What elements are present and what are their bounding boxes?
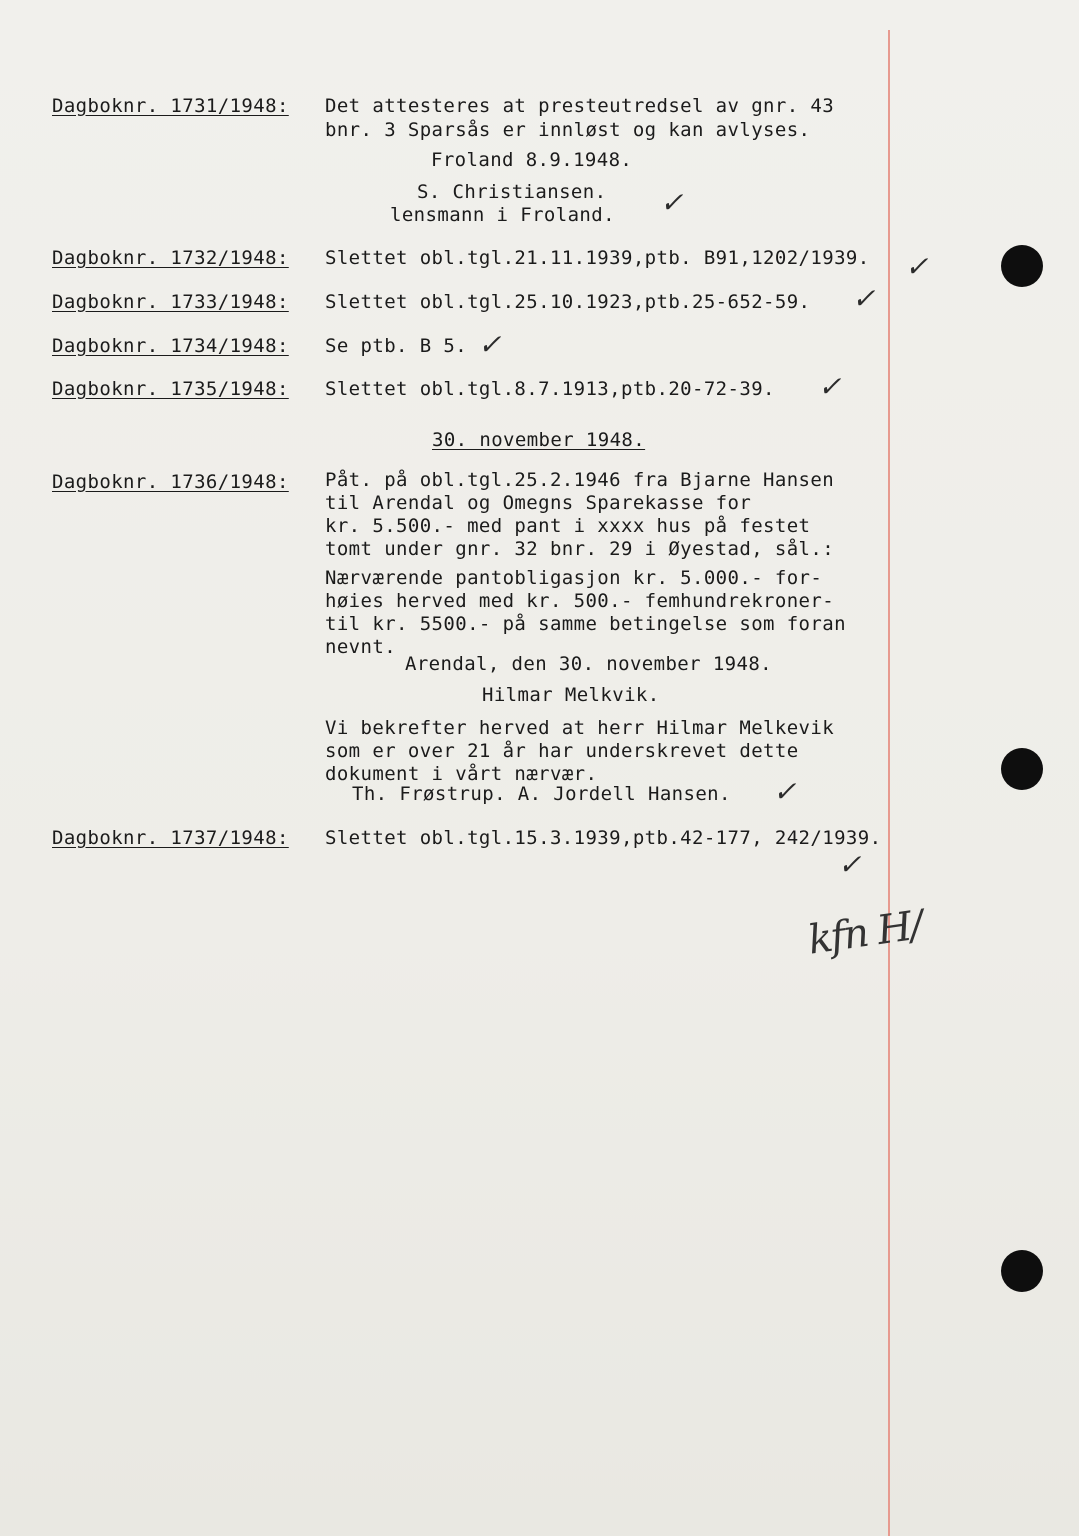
entry-line: Slettet obl.tgl.21.11.1939,ptb. B91,1202/1939. xyxy=(325,247,870,269)
entry-label: Dagboknr. 1734/1948: xyxy=(52,335,289,357)
check-mark: ✓ xyxy=(905,250,929,283)
froland-place-date: Froland 8.9.1948. xyxy=(431,149,633,171)
check-mark: ✓ xyxy=(852,282,876,315)
check-mark: ✓ xyxy=(838,848,862,881)
entry-label: Dagboknr. 1732/1948: xyxy=(52,247,289,269)
punch-hole xyxy=(1001,245,1043,287)
froland-signer: S. Christiansen. xyxy=(417,181,607,203)
check-mark: ✓ xyxy=(773,775,797,808)
body-line: Nærværende pantobligasjon kr. 5.000.- for- xyxy=(325,567,823,589)
handwritten-initials: kfn H/ xyxy=(805,902,925,964)
check-mark: ✓ xyxy=(660,186,684,219)
entry-line: Slettet obl.tgl.15.3.1939,ptb.42-177, 242/1939. xyxy=(325,827,882,849)
froland-title: lensmann i Froland. xyxy=(390,204,615,226)
arendal-signer: Hilmar Melkvik. xyxy=(482,684,660,706)
body-line: høies herved med kr. 500.- femhundrekroner- xyxy=(325,590,835,612)
entry-line: Det attesteres at presteutredsel av gnr. 43 xyxy=(325,95,835,117)
arendal-place-date: Arendal, den 30. november 1948. xyxy=(405,653,773,675)
entry-line: Slettet obl.tgl.8.7.1913,ptb.20-72-39. xyxy=(325,378,775,400)
entry-line: Se ptb. B 5. xyxy=(325,335,468,357)
margin-rule xyxy=(888,30,890,1536)
check-mark: ✓ xyxy=(478,328,502,361)
date-heading: 30. november 1948. xyxy=(432,429,646,451)
entry-line: kr. 5.500.- med pant i xxxx hus på festet xyxy=(325,515,811,537)
check-mark: ✓ xyxy=(818,370,842,403)
punch-hole xyxy=(1001,1250,1043,1292)
entry-label: Dagboknr. 1735/1948: xyxy=(52,378,289,400)
witness-line: Vi bekrefter herved at herr Hilmar Melkevik xyxy=(325,717,835,739)
entry-label: Dagboknr. 1731/1948: xyxy=(52,95,289,117)
punch-hole xyxy=(1001,748,1043,790)
entry-line: Slettet obl.tgl.25.10.1923,ptb.25-652-59. xyxy=(325,291,811,313)
witness-names: Th. Frøstrup. A. Jordell Hansen. xyxy=(352,783,731,805)
entry-line: bnr. 3 Sparsås er innløst og kan avlyses. xyxy=(325,119,811,141)
entry-line: Påt. på obl.tgl.25.2.1946 fra Bjarne Hansen xyxy=(325,469,835,491)
entry-label: Dagboknr. 1737/1948: xyxy=(52,827,289,849)
body-line: nevnt. xyxy=(325,636,397,658)
witness-line: som er over 21 år har underskrevet dette xyxy=(325,740,799,762)
body-line: til kr. 5500.- på samme betingelse som foran xyxy=(325,613,846,635)
entry-line: tomt under gnr. 32 bnr. 29 i Øyestad, sål.: xyxy=(325,538,835,560)
entry-line: til Arendal og Omegns Sparekasse for xyxy=(325,492,752,514)
entry-label: Dagboknr. 1736/1948: xyxy=(52,471,289,493)
witness-line: dokument i vårt nærvær. xyxy=(325,763,598,785)
entry-label: Dagboknr. 1733/1948: xyxy=(52,291,289,313)
